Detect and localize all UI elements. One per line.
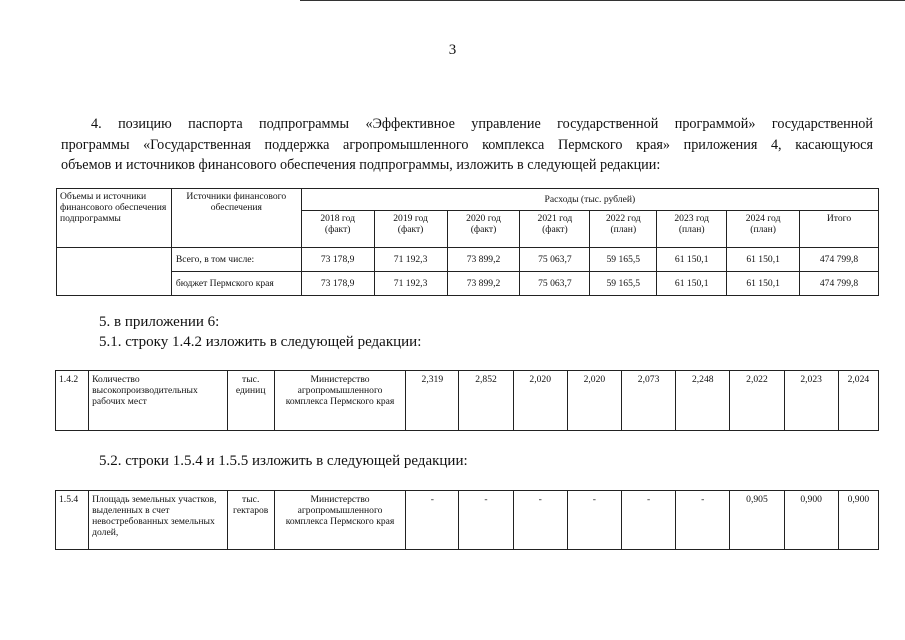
item-5-heading: 5. в приложении 6: <box>99 314 220 330</box>
value-cell: 73 178,9 <box>301 248 374 272</box>
value-cell: 61 150,1 <box>727 272 800 296</box>
page-top-border <box>300 0 905 1</box>
row-code: 1.4.2 <box>56 371 89 431</box>
year-note: (план) <box>610 224 637 235</box>
indicator-name: Площадь земельных участков, выделенных в счет невостребованных земельных долей, <box>89 491 228 550</box>
expenses-header: Расходы (тыс. рублей) <box>301 189 878 211</box>
year-header <box>374 211 447 248</box>
finance-col1-header: Объемы и источники финансового обеспечения подпрограммы <box>57 189 172 248</box>
value-cell: 0,900 <box>784 491 838 550</box>
value-cell: 2,022 <box>730 371 784 431</box>
item-5-1-heading: 5.1. строку 1.4.2 изложить в следующей редакции: <box>99 334 422 350</box>
row-1-5-4-table <box>55 490 879 550</box>
year-label: 2020 год <box>466 213 501 224</box>
year-header <box>590 211 657 248</box>
total-cell: 474 799,8 <box>800 248 879 272</box>
value-cell: - <box>459 491 513 550</box>
value-cell: 73 178,9 <box>301 272 374 296</box>
value-cell: 2,020 <box>567 371 621 431</box>
value-cell: 0,900 <box>838 491 878 550</box>
finance-table <box>56 188 879 296</box>
ministry-cell: Министерство агропромышленного комплекса Пермского края <box>274 491 405 550</box>
value-cell: - <box>676 491 730 550</box>
finance-col2-header: Источники финансового обеспечения <box>171 189 301 248</box>
year-label: 2024 год <box>745 213 781 224</box>
value-cell: 61 150,1 <box>657 248 727 272</box>
year-label: 2023 год <box>674 213 710 224</box>
value-cell: 75 063,7 <box>520 248 590 272</box>
year-label: 2021 год <box>537 213 573 224</box>
year-note: (факт) <box>324 224 351 235</box>
value-cell: 2,073 <box>622 371 676 431</box>
value-cell: 61 150,1 <box>727 248 800 272</box>
value-cell: 2,319 <box>406 371 459 431</box>
year-header <box>447 211 520 248</box>
year-header <box>657 211 727 248</box>
table-row <box>57 248 879 272</box>
source-label: бюджет Пермского края <box>171 272 301 296</box>
year-note: (факт) <box>470 224 497 235</box>
value-cell: 59 165,5 <box>590 248 657 272</box>
year-label: 2018 год <box>320 213 356 224</box>
unit-cell: тыс. гектаров <box>227 491 274 550</box>
value-cell: 71 192,3 <box>374 248 447 272</box>
value-cell: 2,023 <box>784 371 838 431</box>
value-cell: 61 150,1 <box>657 272 727 296</box>
year-header <box>520 211 590 248</box>
year-note: (факт) <box>397 224 424 235</box>
total-header: Итого <box>800 211 879 248</box>
ministry-cell: Министерство агропромышленного комплекса Пермского края <box>274 371 405 431</box>
year-label: 2019 год <box>393 213 428 224</box>
year-note: (план) <box>750 224 776 235</box>
item-4-line: программы «Государственная поддержка агропромышленного комплекса Пермского края» приложения 4, касающуюся <box>61 136 873 153</box>
value-cell: 73 899,2 <box>447 248 520 272</box>
value-cell: - <box>513 491 567 550</box>
item-4-line: объемов и источников финансового обеспечения подпрограммы, изложить в следующей редакции: <box>61 157 661 173</box>
row-code: 1.5.4 <box>56 491 89 550</box>
item-5-2-heading: 5.2. строки 1.5.4 и 1.5.5 изложить в следующей редакции: <box>99 453 468 469</box>
value-cell: 2,248 <box>676 371 730 431</box>
table-row <box>56 491 879 550</box>
empty-cell <box>57 248 172 296</box>
year-note: (план) <box>678 224 705 235</box>
value-cell: 2,852 <box>459 371 513 431</box>
value-cell: 73 899,2 <box>447 272 520 296</box>
value-cell: 0,905 <box>730 491 784 550</box>
row-1-4-2-table <box>55 370 879 431</box>
year-note: (факт) <box>542 224 568 235</box>
indicator-name: Количество высокопроизводительных рабочих мест <box>89 371 228 431</box>
year-header <box>301 211 374 248</box>
year-header <box>727 211 800 248</box>
year-label: 2022 год <box>605 213 641 224</box>
page-number: 3 <box>448 42 457 58</box>
item-4-paragraph <box>61 114 873 176</box>
source-label: Всего, в том числе: <box>171 248 301 272</box>
total-cell: 474 799,8 <box>800 272 879 296</box>
value-cell: - <box>622 491 676 550</box>
value-cell: 2,020 <box>513 371 567 431</box>
value-cell: 59 165,5 <box>590 272 657 296</box>
item-4-line: 4. позицию паспорта подпрограммы «Эффективное управление государственной программой» государственной <box>91 116 873 132</box>
value-cell: - <box>567 491 621 550</box>
value-cell: 75 063,7 <box>520 272 590 296</box>
table-row <box>56 371 879 431</box>
unit-cell: тыс. единиц <box>227 371 274 431</box>
value-cell: 2,024 <box>838 371 878 431</box>
table-row <box>57 272 879 296</box>
value-cell: 71 192,3 <box>374 272 447 296</box>
value-cell: - <box>406 491 459 550</box>
